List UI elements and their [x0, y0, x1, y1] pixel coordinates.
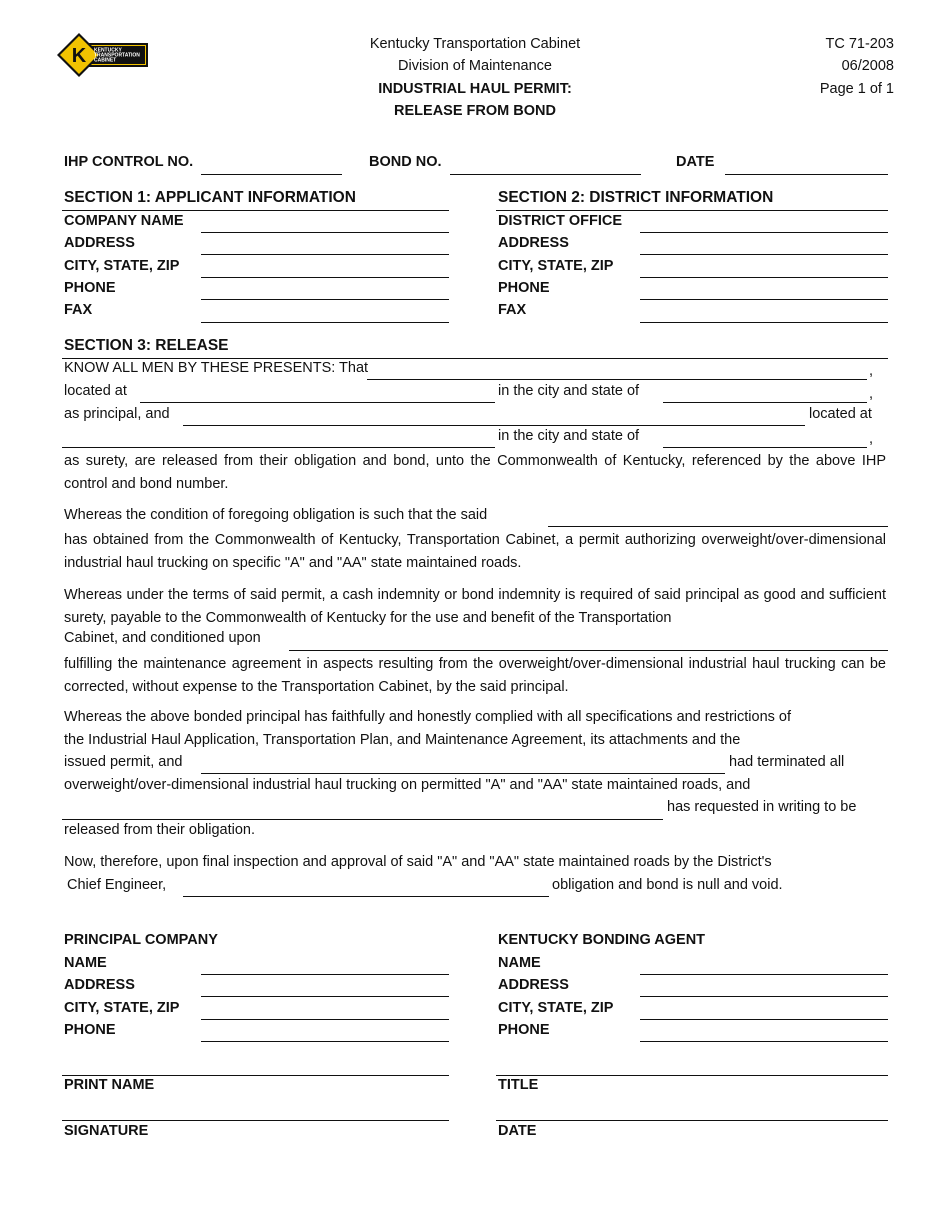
agent-date-label: DATE	[498, 1123, 537, 1139]
pc-name-label: NAME	[64, 955, 107, 971]
whereas2-c: fulfilling the maintenance agreement in aspects resulting from the overweight/over-dimensional industrial haul trucking can be corrected, without expense to the Transportation Cabinet, by the said principal.	[64, 656, 886, 695]
agent-date-field[interactable]	[496, 1120, 888, 1121]
now-therefore-b: Chief Engineer,	[67, 877, 167, 893]
ihp-control-label: IHP CONTROL NO.	[64, 154, 194, 170]
whereas3-b: the Industrial Haul Application, Transportation Plan, and Maintenance Agreement, its attachments and the	[64, 732, 741, 748]
s2-city-label: CITY, STATE, ZIP	[498, 258, 614, 274]
said-principal-field[interactable]	[548, 526, 888, 527]
bond-no-field[interactable]	[450, 174, 641, 175]
ag-address-field[interactable]	[640, 996, 888, 997]
located-at-field[interactable]	[140, 402, 495, 403]
page-indicator: Page 1 of 1	[819, 81, 894, 97]
section1-title: SECTION 1: APPLICANT INFORMATION	[64, 189, 356, 206]
whereas3-a: Whereas the above bonded principal has faithfully and honestly complied with all specifications and restrictions of	[64, 709, 792, 725]
city-state-field[interactable]	[663, 402, 867, 403]
requested-by-field[interactable]	[62, 819, 663, 820]
title-label: TITLE	[498, 1077, 539, 1093]
null-void-field[interactable]	[183, 896, 549, 897]
ag-city-label: CITY, STATE, ZIP	[498, 1000, 614, 1016]
surety-name-field[interactable]	[183, 425, 805, 426]
know-all-text: KNOW ALL MEN BY THESE PRESENTS: That	[64, 360, 369, 376]
comma-3: ,	[869, 431, 874, 447]
form-number: TC 71-203	[825, 36, 894, 52]
located-at-text-2: located at	[809, 406, 872, 422]
form-date: 06/2008	[841, 58, 894, 74]
logo-text-2: TRANSPORTATION	[94, 52, 140, 59]
located-at-text: located at	[64, 383, 127, 399]
whereas2-b: Cabinet, and conditioned upon	[64, 630, 261, 646]
s1-company-field[interactable]	[201, 232, 449, 233]
bond-no-label: BOND NO.	[369, 154, 442, 170]
s2-city-field[interactable]	[640, 277, 888, 278]
header-division: Division of Maintenance	[398, 58, 552, 74]
surety-location-field[interactable]	[62, 447, 495, 448]
city-state-text-2: in the city and state of	[498, 428, 640, 444]
ag-phone-field[interactable]	[640, 1041, 888, 1042]
now-therefore-a: Now, therefore, upon final inspection and approval of said "A" and "AA" state maintained roads by the District's	[64, 854, 772, 870]
ag-name-label: NAME	[498, 955, 541, 971]
whereas2-a: Whereas under the terms of said permit, a cash indemnity or bond indemnity is required of said principal as good and sufficient surety, payable to the Commonwealth of Kentucky for the use and benefit of the Transportation	[64, 587, 886, 626]
header-title-2: RELEASE FROM BOND	[394, 103, 556, 119]
s2-fax-field[interactable]	[640, 322, 888, 323]
s2-fax-label: FAX	[498, 302, 527, 318]
s1-fax-label: FAX	[64, 302, 93, 318]
whereas1-a: Whereas the condition of foregoing obligation is such that the said	[64, 507, 488, 523]
section1-rule	[62, 210, 449, 211]
comma-1: ,	[869, 363, 874, 379]
pc-name-field[interactable]	[201, 974, 449, 975]
whereas3-g: released from their obligation.	[64, 822, 256, 838]
whereas1-b: has obtained from the Commonwealth of Kentucky, Transportation Cabinet, a permit authorizing overweight/over-dimensional industrial haul trucking on specific "A" and "AA" state maintained roads.	[64, 532, 886, 571]
conditioned-upon-field[interactable]	[289, 650, 888, 651]
s1-city-label: CITY, STATE, ZIP	[64, 258, 180, 274]
pc-phone-label: PHONE	[64, 1022, 116, 1038]
print-name-field[interactable]	[62, 1075, 449, 1076]
logo-text-1: KENTUCKY	[94, 47, 122, 54]
ag-name-field[interactable]	[640, 974, 888, 975]
date-label: DATE	[676, 154, 715, 170]
ag-phone-label: PHONE	[498, 1022, 550, 1038]
principal-title: PRINCIPAL COMPANY	[64, 932, 218, 948]
comma-2: ,	[869, 386, 874, 402]
whereas3-f: has requested in writing to be	[667, 799, 857, 815]
s2-office-field[interactable]	[640, 232, 888, 233]
pc-address-field[interactable]	[201, 996, 449, 997]
s2-phone-label: PHONE	[498, 280, 550, 296]
city-state-text: in the city and state of	[498, 383, 640, 399]
section2-title: SECTION 2: DISTRICT INFORMATION	[498, 189, 774, 206]
header-agency: Kentucky Transportation Cabinet	[369, 36, 581, 52]
s1-phone-field[interactable]	[201, 299, 449, 300]
pc-city-field[interactable]	[201, 1019, 449, 1020]
s2-phone-field[interactable]	[640, 299, 888, 300]
whereas3-e: overweight/over-dimensional industrial haul trucking on permitted "A" and "AA" state maintained roads, and	[64, 777, 751, 793]
pc-city-label: CITY, STATE, ZIP	[64, 1000, 180, 1016]
title-field[interactable]	[496, 1075, 888, 1076]
s1-city-field[interactable]	[201, 277, 449, 278]
s1-phone-label: PHONE	[64, 280, 116, 296]
ktc-logo	[56, 32, 150, 78]
logo-text-3: CABINET	[94, 57, 117, 64]
s1-address-field[interactable]	[201, 254, 449, 255]
pc-phone-field[interactable]	[201, 1041, 449, 1042]
s1-company-label: COMPANY NAME	[64, 213, 184, 229]
header-title-1: INDUSTRIAL HAUL PERMIT:	[378, 81, 572, 97]
s2-address-field[interactable]	[640, 254, 888, 255]
agent-title: KENTUCKY BONDING AGENT	[498, 932, 706, 948]
s1-address-label: ADDRESS	[64, 235, 135, 251]
pc-address-label: ADDRESS	[64, 977, 135, 993]
terminated-by-field[interactable]	[201, 773, 725, 774]
signature-label: SIGNATURE	[64, 1123, 149, 1139]
whereas3-c: issued permit, and	[64, 754, 183, 770]
ag-city-field[interactable]	[640, 1019, 888, 1020]
principal-and-text: as principal, and	[64, 406, 170, 422]
surety-paragraph: as surety, are released from their obligation and bond, unto the Commonwealth of Kentucky, referenced by the above IHP control and bond number.	[64, 453, 886, 492]
that-name-field[interactable]	[367, 379, 867, 380]
s1-fax-field[interactable]	[201, 322, 449, 323]
section2-rule	[496, 210, 888, 211]
print-name-label: PRINT NAME	[64, 1077, 155, 1093]
surety-city-state-field[interactable]	[663, 447, 867, 448]
ihp-control-field[interactable]	[201, 174, 342, 175]
logo-letter: K	[71, 45, 87, 67]
s2-office-label: DISTRICT OFFICE	[498, 213, 623, 229]
whereas3-d: had terminated all	[729, 754, 845, 770]
s2-address-label: ADDRESS	[498, 235, 569, 251]
signature-field[interactable]	[62, 1120, 449, 1121]
now-therefore-c: obligation and bond is null and void.	[552, 877, 783, 893]
section3-rule	[62, 358, 888, 359]
ag-address-label: ADDRESS	[498, 977, 569, 993]
section3-title: SECTION 3: RELEASE	[64, 337, 229, 354]
date-field[interactable]	[725, 174, 888, 175]
